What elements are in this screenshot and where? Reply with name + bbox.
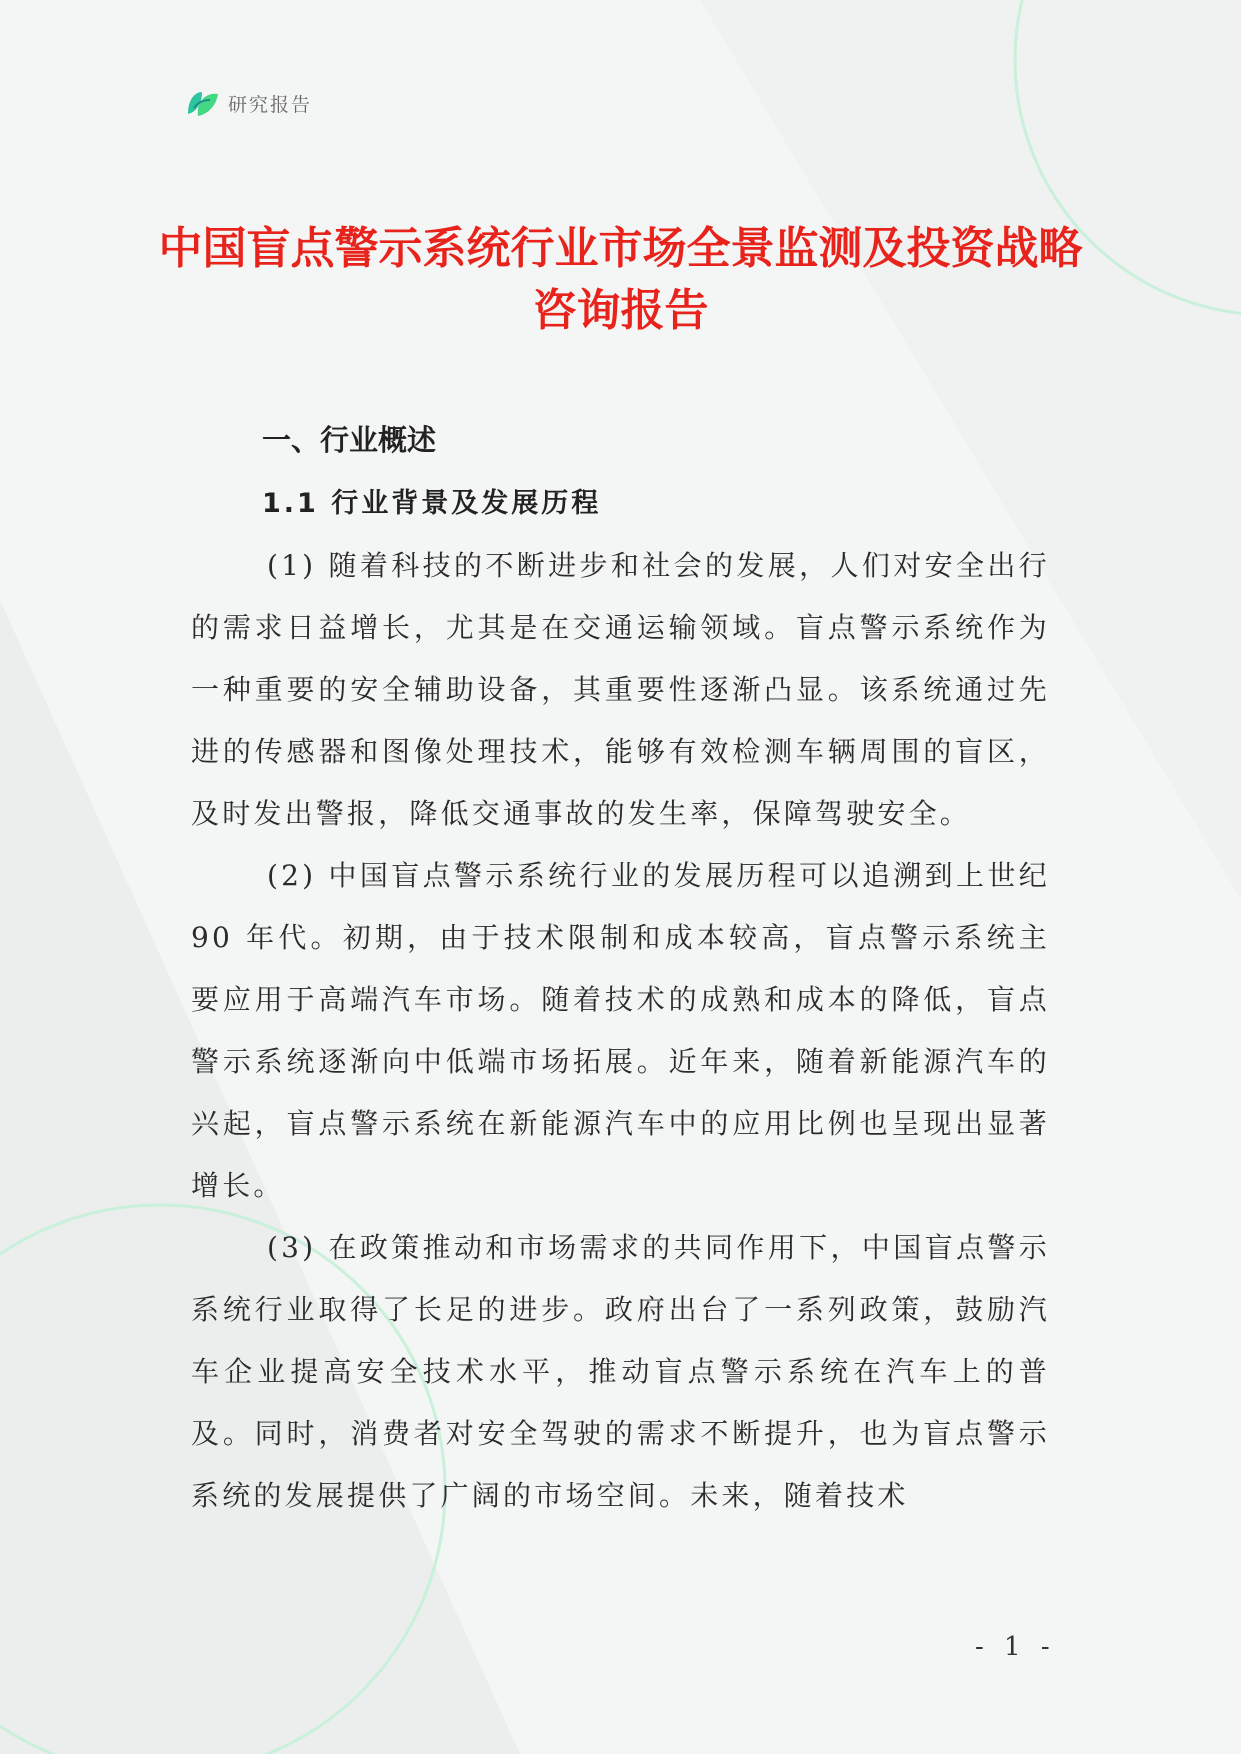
paragraph: (2) 中国盲点警示系统行业的发展历程可以追溯到上世纪 90 年代。初期，由于技术限制和成本较高，盲点警示系统主要应用于高端汽车市场。随着技术的成熟和成本的降低，盲点警示系统逐渐向中低端市场拓展。近年来，随着新能源汽车的兴起，盲点警示系统在新能源汽车中的应用比例也呈现出显著增长。: [191, 859, 1050, 1202]
brand-header: [186, 88, 312, 118]
body-text: [191, 535, 1050, 1527]
section-heading: 一、行业概述: [262, 423, 437, 457]
paragraph: (3) 在政策推动和市场需求的共同作用下，中国盲点警示系统行业取得了长足的进步。政府出台了一系列政策，鼓励汽车企业提高安全技术水平，推动盲点警示系统在汽车上的普及。同时，消费者对安全驾驶的需求不断提升，也为盲点警示系统的发展提供了广阔的市场空间。未来，随着技术: [191, 1231, 1050, 1512]
report-title: 中国盲点警示系统行业市场全景监测及投资战略咨询报告: [158, 223, 1083, 336]
page-number: - 1 -: [975, 1632, 1056, 1662]
brand-leaf-icon: [186, 88, 220, 118]
brand-label: 研究报告: [228, 93, 313, 116]
subsection-heading: 1.1 行业背景及发展历程: [262, 488, 602, 519]
paragraph: (1) 随着科技的不断进步和社会的发展，人们对安全出行的需求日益增长，尤其是在交通运输领域。盲点警示系统作为一种重要的安全辅助设备，其重要性逐渐凸显。该系统通过先进的传感器和图像处理技术，能够有效检测车辆周围的盲区，及时发出警报，降低交通事故的发生率，保障驾驶安全。: [191, 549, 1050, 830]
